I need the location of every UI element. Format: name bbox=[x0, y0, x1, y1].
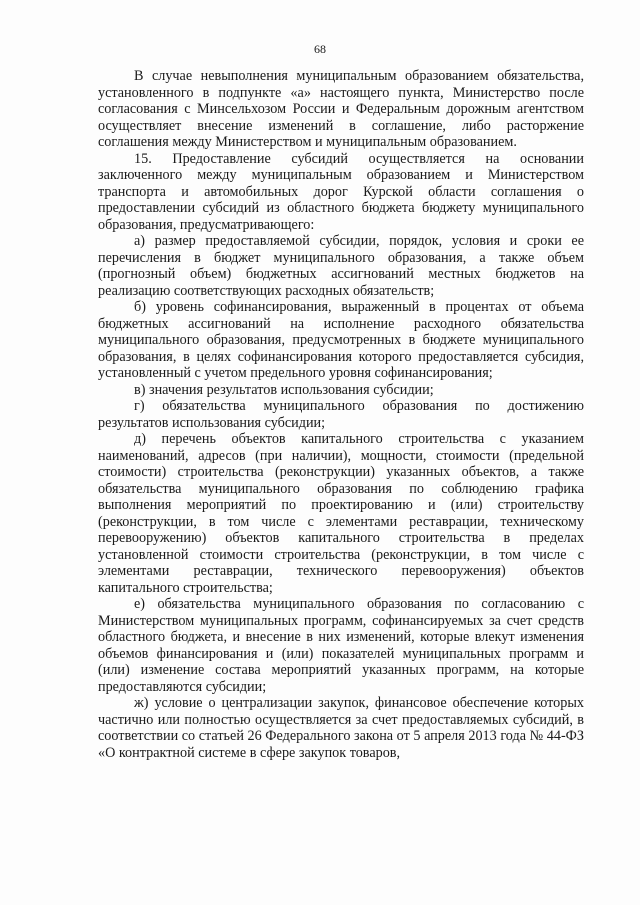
paragraph-subitem-g: г) обязательства муниципального образования по достижению результатов использования субсидии; bbox=[98, 398, 584, 431]
body-text bbox=[98, 68, 584, 761]
paragraph-subitem-d: д) перечень объектов капитального строительства с указанием наименований, адресов (при наличии), мощности, стоимости (предельной стоимости) строительства (реконструкции) указанных объектов, а также обязательства муниципального образования по соблюдению графика выполнения мероприятий по проектированию и (или) строительству (реконструкции, в том числе с элементами реставрации, техническому перевооружению) объектов капитального строительства в пределах установленной стоимости строительства (реконструкции, в том числе с элементами реставрации, технического перевооружения) объектов капитального строительства; bbox=[98, 431, 584, 596]
paragraph-subitem-zh: ж) условие о централизации закупок, финансовое обеспечение которых частично или полностью осуществляется за счет предоставляемых субсидий, в соответствии со статьей 26 Федерального закона от 5 апреля 2013 года № 44-ФЗ «О контрактной системе в сфере закупок товаров, bbox=[98, 695, 584, 761]
paragraph-subitem-v: в) значения результатов использования субсидии; bbox=[134, 381, 434, 398]
paragraph-item-15: 15. Предоставление субсидий осуществляется на основании заключенного между муниципальным образованием и Министерством транспорта и автомобильных дорог Курской области соглашения о предоставлении субсидий из областного бюджета бюджету муниципального образования, предусматривающего: bbox=[98, 150, 584, 233]
paragraph-subitem-b: б) уровень софинансирования, выраженный в процентах от объема бюджетных ассигнований на исполнение расходного обязательства муниципального образования, предусмотренных в бюджете муниципального образования, в целях софинансирования которого предоставляется субсидия, установленный с учетом предельного уровня софинансирования; bbox=[98, 299, 584, 381]
page-number: 68 bbox=[314, 42, 326, 56]
paragraph-noncompliance: В случае невыполнения муниципальным образованием обязательства, установленного в подпункте «а» настоящего пункта, Министерство после согласования с Минсельхозом России и Федеральным дорожным агентством осуществляет внесение изменений в соглашение, либо расторжение соглашения между Министерством и муниципальным образованием. bbox=[98, 68, 584, 150]
paragraph-subitem-a: а) размер предоставляемой субсидии, порядок, условия и сроки ее перечисления в бюджет муниципального образования, а также объем (прогнозный объем) бюджетных ассигнований местных бюджетов на реализацию соответствующих расходных обязательств; bbox=[98, 233, 584, 299]
paragraph-subitem-e: е) обязательства муниципального образования по согласованию с Министерством муниципальных программ, софинансируемых за счет средств областного бюджета, и внесение в них изменений, которые влекут изменения объемов финансирования и (или) показателей муниципальных программ и (или) изменение состава мероприятий указанных программ, на которые предоставляются субсидии; bbox=[98, 596, 584, 695]
